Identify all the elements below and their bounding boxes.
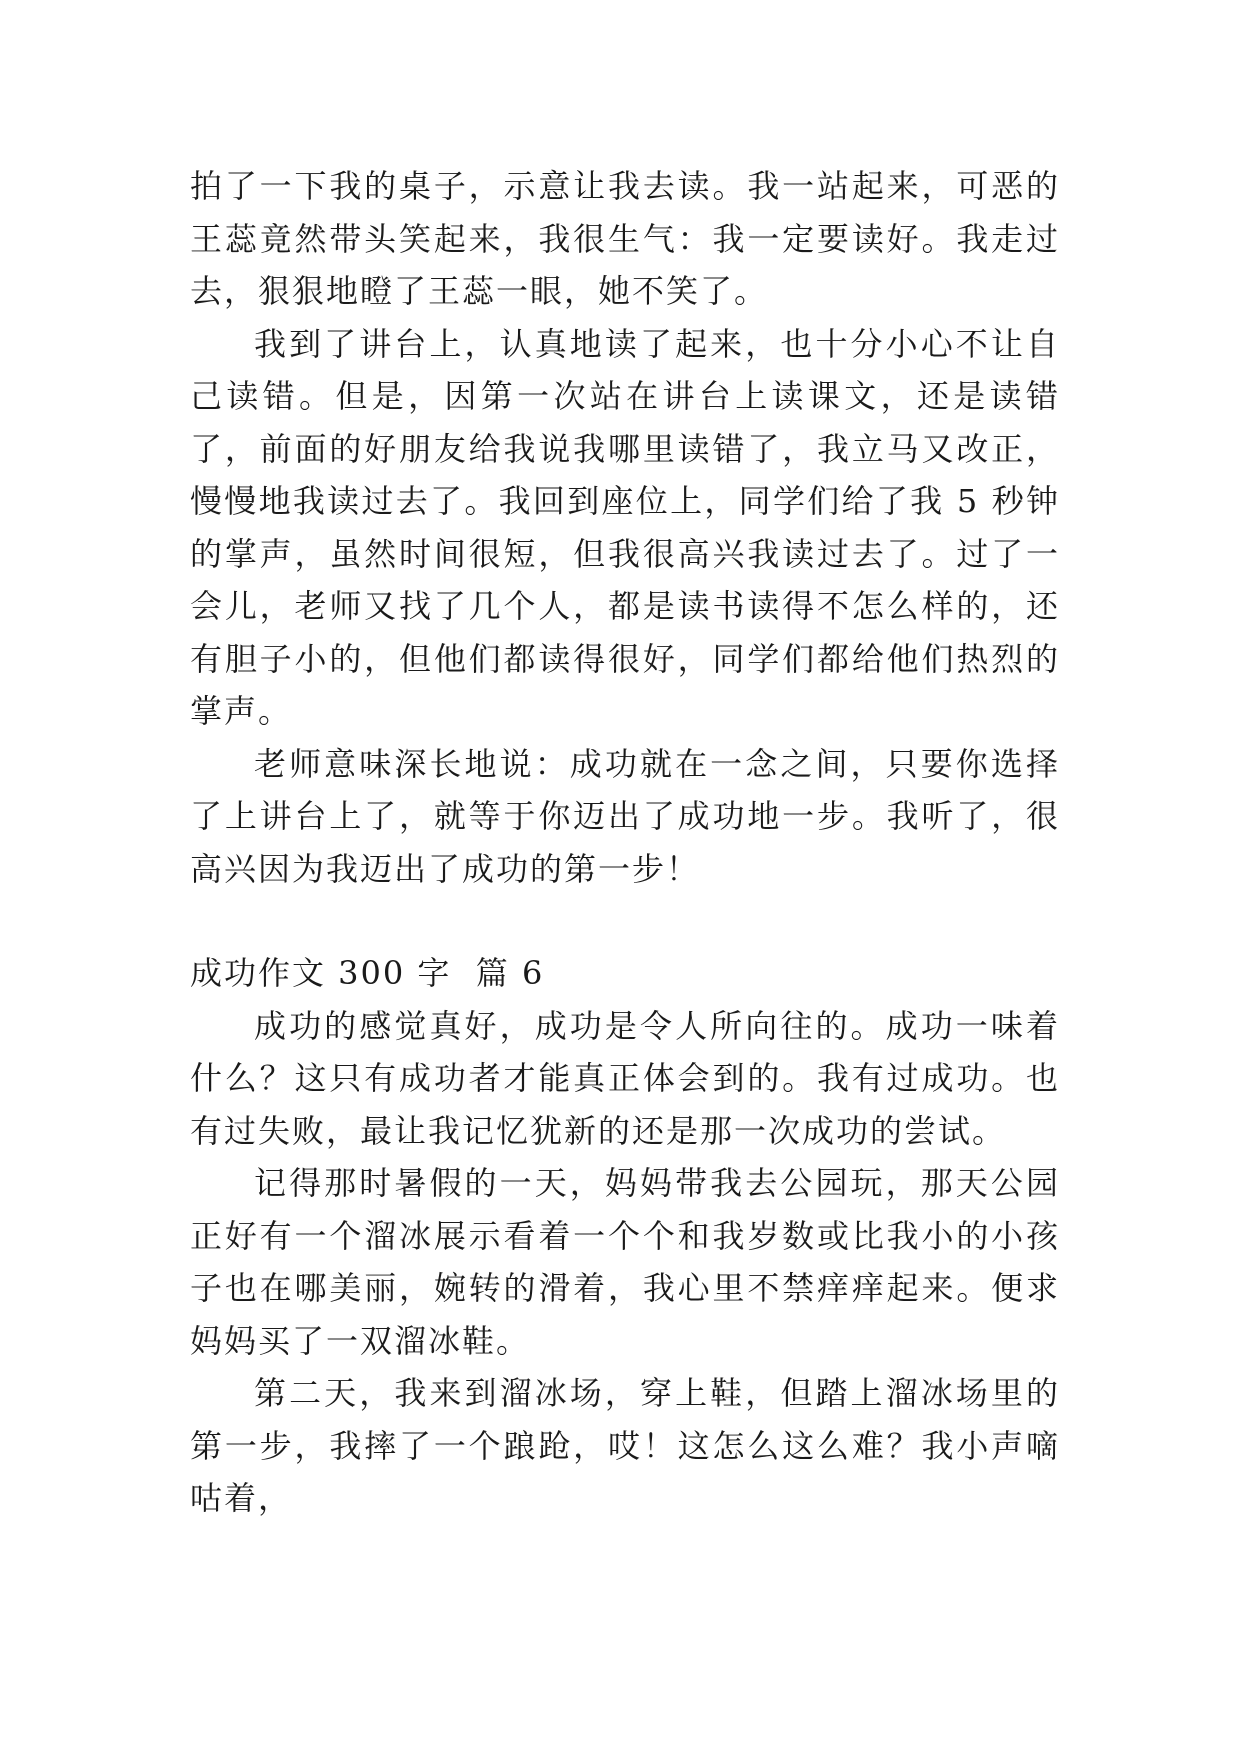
paragraph-3: 老师意味深长地说：成功就在一念之间，只要你选择了上讲台上了，就等于你迈出了成功地一步。我听了，很高兴因为我迈出了成功的第一步！ <box>190 744 1060 888</box>
document-page <box>190 160 1060 1525</box>
paragraph-2: 我到了讲台上，认真地读了起来，也十分小心不让自己读错。但是，因第一次站在讲台上读课文，还是读错了，前面的好朋友给我说我哪里读错了，我立马又改正，慢慢地我读过去了。我回到座位上，同学们给了我 5 秒钟的掌声，虽然时间很短，但我很高兴我读过去了。过了一会儿，老师又找了几个人，都是读书读得不怎么样的，还有胆子小的，但他们都读得很好，同学们都给他们热烈的掌声。 <box>190 324 1060 730</box>
paragraph-4: 成功的感觉真好，成功是令人所向往的。成功一味着什么？这只有成功者才能真正体会到的。我有过成功。也有过失败，最让我记忆犹新的还是那一次成功的尝试。 <box>190 1006 1060 1150</box>
section-heading: 成功作文 300 字 篇 6 <box>190 954 545 992</box>
paragraph-6: 第二天，我来到溜冰场，穿上鞋，但踏上溜冰场里的第一步，我摔了一个踉跄，哎！这怎么这么难？我小声嘀咕着， <box>190 1374 1060 1517</box>
paragraph-5: 记得那时暑假的一天，妈妈带我去公园玩，那天公园正好有一个溜冰展示看着一个个和我岁数或比我小的小孩子也在哪美丽，婉转的滑着，我心里不禁痒痒起来。便求妈妈买了一双溜冰鞋。 <box>190 1164 1060 1360</box>
paragraph-1: 拍了一下我的桌子，示意让我去读。我一站起来，可恶的王蕊竟然带头笑起来，我很生气：我一定要读好。我走过去，狠狠地瞪了王蕊一眼，她不笑了。 <box>190 167 1060 310</box>
